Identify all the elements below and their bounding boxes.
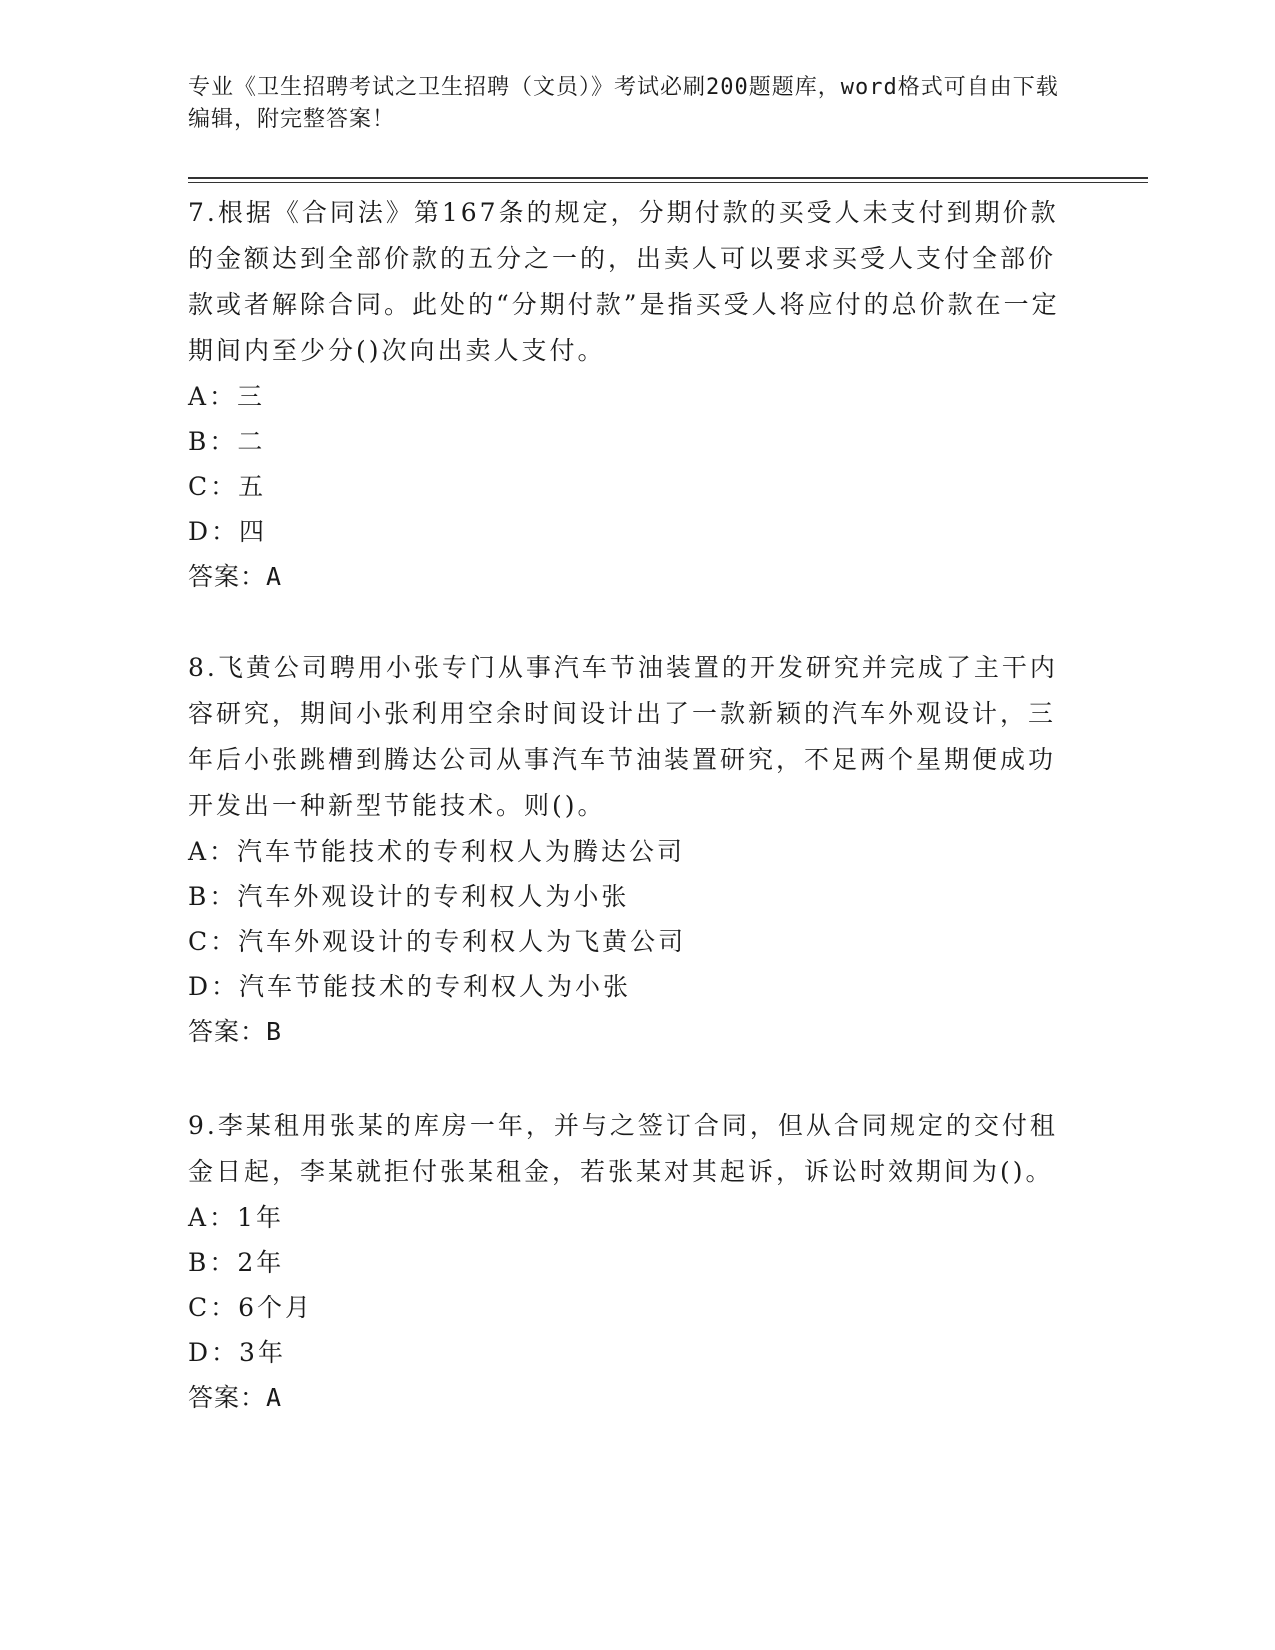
answer-line: 答案：A xyxy=(188,562,283,591)
option-b: B：汽车外观设计的专利权人为小张 xyxy=(188,882,630,911)
option-a: A：1年 xyxy=(188,1203,284,1232)
option-d: D：四 xyxy=(188,517,268,546)
answer-line: 答案：B xyxy=(188,1017,283,1046)
question-8 xyxy=(188,645,1068,1055)
question-text: 9.李某租用张某的库房一年，并与之签订合同，但从合同规定的交付租金日起，李某就拒付张某租金，若张某对其起诉，诉讼时效期间为()。 xyxy=(188,1111,1058,1186)
option-d: D：汽车节能技术的专利权人为小张 xyxy=(188,972,632,1001)
option-a: A：汽车节能技术的专利权人为腾达公司 xyxy=(188,837,686,866)
option-c: C：五 xyxy=(188,472,267,501)
option-c: C：汽车外观设计的专利权人为飞黄公司 xyxy=(188,927,687,956)
question-9 xyxy=(188,1103,1068,1421)
question-7 xyxy=(188,190,1068,600)
option-c: C：6个月 xyxy=(188,1293,314,1322)
question-text: 7.根据《合同法》第167条的规定，分期付款的买受人未支付到期价款的金额达到全部价款的五分之一的，出卖人可以要求买受人支付全部价款或者解除合同。此处的“分期付款”是指买受人将应付的总价款在一定期间内至少分()次向出卖人支付。 xyxy=(188,198,1060,365)
header-divider-thick xyxy=(188,177,1148,179)
option-a: A：三 xyxy=(188,382,266,411)
option-d: D：3年 xyxy=(188,1338,286,1367)
option-b: B：2年 xyxy=(188,1248,285,1277)
answer-line: 答案：A xyxy=(188,1383,283,1412)
document-header-title: 专业《卫生招聘考试之卫生招聘（文员）》考试必刷200题题库，word格式可自由下载编辑，附完整答案！ xyxy=(188,75,1059,132)
option-b: B：二 xyxy=(188,427,266,456)
question-text: 8.飞黄公司聘用小张专门从事汽车节油装置的开发研究并完成了主干内容研究，期间小张利用空余时间设计出了一款新颖的汽车外观设计，三年后小张跳槽到腾达公司从事汽车节油装置研究，不足两个星期便成功开发出一种新型节能技术。则()。 xyxy=(188,653,1058,820)
header-divider-thin xyxy=(188,182,1148,183)
